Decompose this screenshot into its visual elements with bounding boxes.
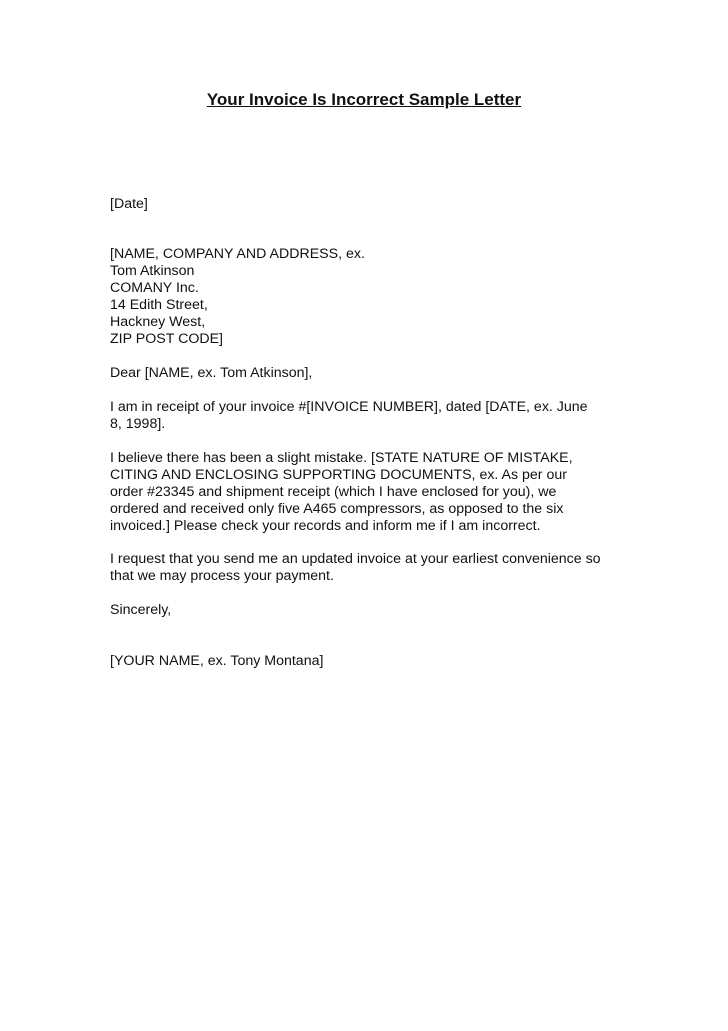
- paragraph-line: ordered and received only five A465 compressors, as opposed to the six: [110, 501, 564, 517]
- paragraph-invoice-receipt: [110, 399, 630, 433]
- salutation: Dear [NAME, ex. Tom Atkinson],: [110, 365, 313, 381]
- recipient-line: Hackney West,: [110, 314, 206, 330]
- letter-date: [Date]: [110, 196, 148, 212]
- signature: [YOUR NAME, ex. Tony Montana]: [110, 653, 324, 669]
- paragraph-line: CITING AND ENCLOSING SUPPORTING DOCUMENTS, ex. As per our: [110, 467, 567, 483]
- recipient-line: COMANY Inc.: [110, 280, 199, 296]
- recipient-line: ZIP POST CODE]: [110, 331, 224, 347]
- recipient-line: [NAME, COMPANY AND ADDRESS, ex.: [110, 246, 365, 262]
- paragraph-line: I believe there has been a slight mistake. [STATE NATURE OF MISTAKE,: [110, 450, 573, 466]
- paragraph-line: that we may process your payment.: [110, 568, 334, 584]
- closing: Sincerely,: [110, 602, 172, 618]
- paragraph-mistake-details: [110, 450, 630, 535]
- recipient-line: Tom Atkinson: [110, 263, 195, 279]
- recipient-address-block: [110, 246, 630, 348]
- paragraph-line: order #23345 and shipment receipt (which I have enclosed for you), we: [110, 484, 557, 500]
- recipient-line: 14 Edith Street,: [110, 297, 208, 313]
- paragraph-line: I am in receipt of your invoice #[INVOICE NUMBER], dated [DATE, ex. June: [110, 399, 588, 415]
- paragraph-line: I request that you send me an updated invoice at your earliest convenience so: [110, 551, 601, 567]
- paragraph-line: 8, 1998].: [110, 416, 166, 432]
- paragraph-line: invoiced.] Please check your records and inform me if I am incorrect.: [110, 518, 541, 534]
- letter-title: Your Invoice Is Incorrect Sample Letter: [206, 90, 522, 109]
- paragraph-request-update: [110, 551, 630, 585]
